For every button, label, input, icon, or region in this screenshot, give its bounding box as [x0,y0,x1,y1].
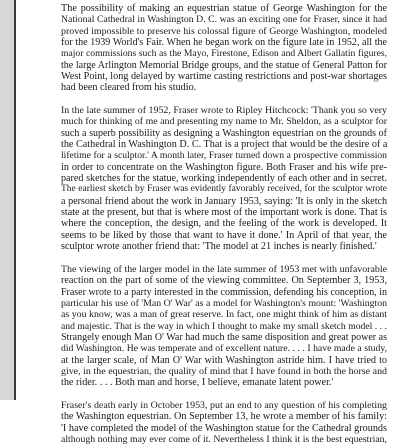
text-line: Fraser's death early in October 1953, put an end to any question of his completing [61,399,387,411]
paragraph-4 [61,400,387,445]
text-line: West Point, long delayed by wartime casting restrictions and post-war shortages [61,71,387,83]
text-line: such a superb possibility as designing a Washington equestrian on the grounds of [61,127,387,139]
text-line: the Washington equestrian. On September 13, he wrote a member of his family: [61,411,387,423]
text-line: 'I have completed the model of the Washington statue for the Cathedral grounds [61,422,387,434]
text-line: for the 1939 World's Fair. When he began work on the figure late in 1952, all the [61,37,387,49]
text-line: and majestic. That is the way in which I thought to make my small sketch model . . . [61,320,387,332]
text-line: seems to be liked by those that want to have it done.' In April of that year, the [61,229,387,241]
text-line: proved impossible to preserve his colossal figure of George Washington, modeled [61,25,387,37]
text-line: lifetime for a sculptor.' A month later, Fraser turned down a prospective commission [61,150,387,162]
text-line: did Washington. He was temperate and of excellent nature. . . . I have made a study, [61,343,387,355]
text-line: The earliest sketch by Fraser was evidently favorably received, for the sculptor wrote [61,184,387,195]
text-line: pared sketches for the statue, working independently of each other and in secret. [61,173,387,185]
paragraph-2 [61,105,387,252]
body-text [61,3,387,445]
text-line: had been cleared from his studio. [61,82,197,94]
text-line: where the conception, the design, and the feeling of the work is developed. It [61,218,387,230]
text-line: The possibility of making an equestrian statue of George Washington for the [61,3,387,14]
text-line: Strangely enough Man O' War had much the same disposition and great power as [61,331,387,343]
text-line: the rider. . . . Both man and horse, I believe, emanate latent power.' [61,377,334,389]
text-line: although nothing may ever come of it. Nevertheless I think it is the best equestrian, [61,433,387,445]
text-line: Fraser wrote to a party interested in the commission, defending his conception, in [61,286,387,298]
text-line: as you know, was a man of great reserve. In fact, one might think of him as distant [61,309,387,321]
text-line: major commissions such as the Mayo, Firestone, Edison and Albert Gallatin figures, [61,48,387,60]
text-line: a personal friend about the work in January 1953, saying: 'It is only in the sketch [61,195,387,207]
text-line: reaction on the part of some of the viewing committee. On September 3, 1953, [61,275,387,287]
text-line: In the late summer of 1952, Fraser wrote to Ripley Hitchcock: 'Thank you so very [61,105,387,117]
text-line: much for thinking of me and presenting my name to Mr. Sheldon, as a sculptor for [61,116,387,128]
text-line: the large Arlington Memorial Bridge groups, and the statue of General Patton for [61,59,387,71]
paragraph-1 [61,3,387,94]
binding-line [14,0,16,400]
text-line: at the larger scale, of Man O' War with Washington astride him. I have tried to [61,354,387,366]
binding-edge [0,0,14,400]
text-line: particular his use of 'Man O' War' as a model for Washington's mount: 'Washington [61,297,387,309]
text-line: give, in the equestrian, the quality of mind that I have found in both the horse and [61,365,387,377]
text-line: the Cathedral in Washington D. C. That is a project that would be the desire of a [61,139,388,151]
text-line: state at the present, but that is where most of the important work is done. That is [61,207,387,219]
text-line: sculptor wrote another friend that: 'The model at 21 inches is nearly finished.' [61,241,377,253]
paragraph-3 [61,264,387,389]
text-line: in order to concentrate on the Washington figure. Both Fraser and his wife pre- [61,161,387,173]
text-line: The viewing of the larger model in the late summer of 1953 met with unfavorable [61,263,387,275]
text-line: National Cathedral in Washington D. C. was an exciting one for Fraser, since it had [61,14,387,26]
